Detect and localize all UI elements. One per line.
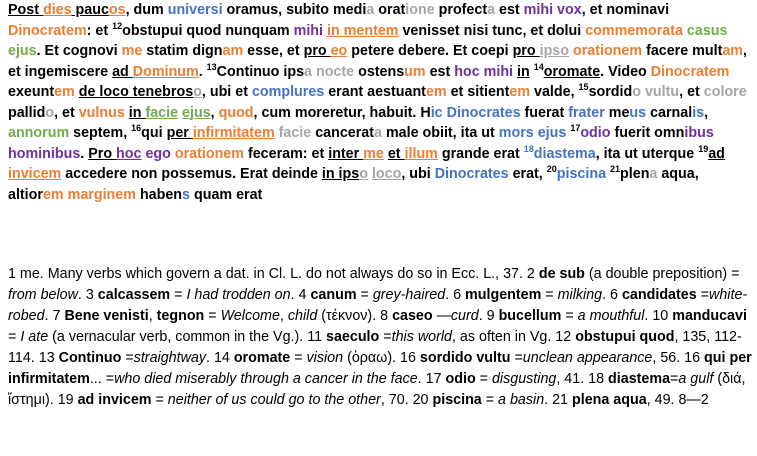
footnote-marker: 18: [523, 143, 534, 154]
text-segment: statim dign: [142, 43, 223, 59]
text-segment: , dum: [125, 2, 168, 18]
text-segment: em: [42, 186, 64, 203]
text-segment: us: [629, 104, 647, 121]
text-segment: hoc: [454, 63, 480, 80]
text-segment: ipso: [539, 43, 569, 59]
footnote-marker: 15: [578, 82, 589, 93]
text-segment: em: [509, 84, 531, 100]
text-segment: accedere non possemus. Erat deinde: [61, 166, 322, 182]
note-text: =: [475, 371, 492, 387]
note-term: caseo: [392, 308, 433, 324]
note-text: . 3: [77, 287, 98, 303]
text-segment: Continuo ips: [216, 63, 305, 80]
text-segment: ejus: [537, 125, 567, 141]
note-text: . 14: [206, 350, 234, 366]
footnote-marker: 17: [570, 123, 581, 134]
note-translation: Welcome: [220, 308, 280, 324]
note-term: Bene venisti: [64, 308, 149, 324]
text-segment: me: [363, 145, 384, 162]
note-text: , 41. 18: [556, 371, 609, 387]
text-segment: me: [121, 43, 143, 59]
text-segment: o: [45, 104, 55, 121]
note-translation: this world: [391, 329, 452, 345]
note-translation: child: [287, 308, 318, 324]
note-text: =: [121, 350, 134, 366]
note-term: candidates: [621, 287, 697, 303]
text-segment: haben: [135, 186, 183, 203]
latin-passage: [8, 0, 753, 205]
text-segment: ic: [430, 104, 443, 121]
text-segment: a: [487, 2, 496, 18]
text-segment: vultu: [644, 84, 680, 100]
note-text: . 4: [290, 287, 311, 303]
text-segment: facie: [278, 125, 312, 141]
text-segment: em: [425, 84, 447, 100]
text-segment: , cum moreretur, habuit. H: [253, 104, 431, 121]
note-text: 1 me. Many verbs which govern a dat. in Cl. L. do not always do so in Ecc. L., 37. 2: [8, 266, 539, 282]
text-segment: , et ingemiscere: [8, 43, 748, 80]
note-text: =: [481, 392, 499, 408]
text-segment: erat,: [508, 166, 547, 182]
note-term: odio: [445, 371, 476, 387]
text-segment: piscina: [556, 166, 607, 182]
text-segment: a: [366, 2, 375, 18]
text-segment: Dinocratem: [8, 22, 87, 39]
text-segment: . Video: [600, 63, 651, 80]
note-text: (ὁραω). 16: [343, 350, 420, 366]
text-segment: o: [359, 166, 368, 182]
text-segment: ione: [405, 2, 435, 18]
note-translation: white-robed: [8, 287, 748, 324]
note-term: oromate: [233, 350, 291, 366]
text-segment: o: [193, 84, 202, 100]
note-translation: from below: [8, 287, 78, 303]
text-segment: , ita ut uterque: [595, 145, 699, 162]
note-text: (διά, ἵστημι). 19: [8, 371, 746, 408]
text-segment: Dinocratem: [650, 63, 730, 80]
note-term: ad invicem: [77, 392, 152, 408]
text-segment: pro: [512, 43, 540, 59]
text-segment: diastema: [533, 145, 596, 162]
text-segment: , ubi et: [201, 84, 252, 100]
text-segment: is: [692, 104, 705, 121]
note-translation: vision: [306, 350, 344, 366]
note-text: =: [8, 329, 21, 345]
text-segment: orationem: [174, 145, 244, 162]
text-segment: oramus, subito medi: [222, 2, 367, 18]
text-segment: .: [80, 145, 89, 162]
note-text: =: [561, 308, 578, 324]
note-text: ... =: [89, 371, 115, 387]
note-term: piscina: [432, 392, 482, 408]
text-segment: in ips: [321, 166, 360, 182]
note-translation: milking: [557, 287, 603, 303]
footnote-marker: 14: [533, 61, 544, 72]
text-segment: vulnus: [78, 104, 125, 121]
text-segment: ,: [704, 104, 709, 121]
text-segment: facie: [145, 104, 179, 121]
text-segment: Dominum: [132, 63, 199, 80]
text-segment: feceram: et: [243, 145, 329, 162]
text-segment: , ubi: [401, 166, 435, 182]
text-segment: Dinocrates: [434, 166, 509, 182]
text-segment: profect: [434, 2, 488, 18]
note-term: mulgentem: [465, 287, 542, 303]
note-text: . 6: [445, 287, 466, 303]
note-translation: who died miserably through a cancer in the face: [114, 371, 418, 387]
text-segment: obstupui quod nunquam: [122, 22, 294, 39]
text-segment: quod: [218, 104, 254, 121]
note-term: tegnon: [156, 308, 205, 324]
note-term: manducavi: [672, 308, 747, 324]
note-translation: a basin: [498, 392, 545, 408]
text-segment: invicem: [8, 166, 62, 182]
note-term: obstupui quod: [575, 329, 675, 345]
text-segment: marginem: [67, 186, 136, 203]
text-segment: orat: [374, 2, 406, 18]
note-text: =: [541, 287, 558, 303]
text-segment: ,: [210, 104, 219, 121]
footnote-marker: 13: [206, 61, 217, 72]
note-text: . 7: [44, 308, 65, 324]
note-term: canum: [310, 287, 357, 303]
text-segment: os: [108, 2, 126, 18]
text-segment: dies: [42, 2, 72, 18]
text-segment: septem,: [69, 125, 132, 141]
text-segment: mors: [498, 125, 534, 141]
note-text: =: [290, 350, 307, 366]
note-text: =: [151, 392, 168, 408]
note-text: (τέκνον). 8: [317, 308, 393, 324]
text-segment: colore: [703, 84, 747, 100]
text-segment: o: [632, 84, 641, 100]
text-segment: um: [404, 63, 426, 80]
note-translation: unclean appearance: [522, 350, 653, 366]
text-segment: et sitient: [446, 84, 510, 100]
text-segment: pallid: [8, 104, 46, 121]
text-segment: aqua, altior: [8, 166, 699, 203]
note-text: =: [670, 371, 679, 387]
text-segment: illum: [404, 145, 438, 162]
text-segment: : et: [86, 22, 113, 39]
note-term: qui per infirmitatem: [8, 350, 752, 387]
text-segment: . Et cognovi: [36, 43, 122, 59]
text-segment: complures: [251, 84, 325, 100]
text-segment: hominibus: [8, 145, 81, 162]
text-segment: a: [374, 125, 382, 141]
text-segment: pauc: [71, 2, 109, 18]
footnote-marker: 21: [610, 164, 621, 175]
note-text: ,: [148, 308, 157, 324]
text-segment: ego: [145, 145, 171, 162]
text-segment: mihi: [523, 2, 554, 18]
text-segment: in: [517, 63, 530, 80]
note-term: de sub: [538, 266, 585, 282]
text-segment: qui: [141, 125, 167, 141]
note-translation: I ate: [20, 329, 49, 345]
note-translation: a gulf: [678, 371, 714, 387]
text-segment: exeunt: [8, 84, 55, 100]
text-segment: frater: [568, 104, 605, 121]
text-segment: in mentem: [327, 22, 399, 39]
note-term: diastema: [608, 371, 671, 387]
note-text: , as often in Vg. 12: [451, 329, 576, 345]
note-translation: grey-haired: [372, 287, 446, 303]
note-term: sordido vultu: [419, 350, 511, 366]
note-term: Continuo: [58, 350, 122, 366]
text-segment: mihi: [483, 63, 514, 80]
text-segment: est: [425, 63, 455, 80]
note-text: =: [204, 308, 221, 324]
footnote-marker: 12: [112, 20, 123, 31]
footnote-marker: 19: [698, 143, 709, 154]
footnote-marker: 16: [131, 123, 142, 134]
text-segment: , et: [679, 84, 704, 100]
footnotes: [8, 264, 753, 411]
text-segment: Dinocrates: [446, 104, 521, 121]
text-segment: male obiit, ita ut: [381, 125, 499, 141]
text-segment: eo: [330, 43, 348, 59]
note-text: , 70. 20: [380, 392, 433, 408]
note-text: . 9: [478, 308, 499, 324]
note-translation: straightway: [133, 350, 206, 366]
note-text: (a vernacular verb, common in the Vg.). 11: [48, 329, 327, 345]
note-text: . 21: [544, 392, 572, 408]
text-segment: inter: [328, 145, 364, 162]
text-segment: facere mult: [642, 43, 723, 59]
text-segment: nocte: [315, 63, 355, 80]
text-segment: est: [495, 2, 524, 18]
note-text: . 17: [417, 371, 446, 387]
text-segment: plen: [620, 166, 650, 182]
note-text: =: [356, 287, 373, 303]
note-text: =: [696, 287, 710, 303]
text-segment: orationem: [572, 43, 643, 59]
text-segment: esse, et: [243, 43, 304, 59]
note-translation: curd: [450, 308, 479, 324]
note-text: , 56. 16: [652, 350, 705, 366]
text-segment: fuerat: [520, 104, 569, 121]
text-segment: Pro: [88, 145, 117, 162]
text-segment: valde,: [530, 84, 579, 100]
note-text: , 135, 112-114. 13: [8, 329, 742, 366]
text-segment: mihi: [293, 22, 324, 39]
text-segment: casus ejus: [8, 22, 728, 59]
text-segment: de loco tenebros: [78, 84, 194, 100]
text-segment: venisset nisi tunc, et dolui: [398, 22, 586, 39]
text-segment: in: [128, 104, 146, 121]
text-segment: annorum: [8, 125, 70, 141]
text-segment: ejus: [182, 104, 211, 121]
text-segment: universi: [167, 2, 223, 18]
text-segment: ad: [112, 63, 133, 80]
text-segment: s: [182, 186, 190, 203]
text-segment: loco: [371, 166, 402, 182]
note-text: =: [510, 350, 523, 366]
text-segment: a: [304, 63, 312, 80]
text-segment: erant aestuant: [324, 84, 426, 100]
note-translation: disgusting: [491, 371, 557, 387]
text-segment: ibus: [684, 125, 714, 141]
text-segment: odio: [580, 125, 611, 141]
note-text: , 49. 8—2: [646, 392, 709, 408]
note-translation: a mouthful: [577, 308, 645, 324]
text-segment: carnal: [646, 104, 693, 121]
note-term: saeculo: [326, 329, 380, 345]
text-segment: fuerit omn: [610, 125, 685, 141]
text-segment: sordid: [588, 84, 633, 100]
text-segment: , et nominavi: [581, 2, 670, 18]
text-segment: a: [649, 166, 658, 182]
note-text: =: [379, 329, 392, 345]
note-text: (a double preposition) =: [584, 266, 740, 282]
note-term: plena aqua: [571, 392, 647, 408]
text-segment: em: [54, 84, 75, 100]
note-text: —: [432, 308, 451, 324]
text-segment: am: [222, 43, 244, 59]
note-translation: I had trodden on: [186, 287, 291, 303]
text-segment: pro: [303, 43, 331, 59]
text-segment: , et: [54, 104, 79, 121]
text-segment: me: [604, 104, 630, 121]
text-segment: petere debere. Et coepi: [347, 43, 513, 59]
text-segment: commemorata: [585, 22, 683, 39]
text-segment: cancerat: [311, 125, 375, 141]
text-segment: et: [387, 145, 405, 162]
note-text: . 6: [602, 287, 622, 303]
text-segment: per: [166, 125, 193, 141]
text-segment: vox: [557, 2, 582, 18]
text-segment: .: [198, 63, 207, 80]
text-segment: oromate: [543, 63, 601, 80]
text-segment: quam erat: [190, 186, 263, 203]
text-segment: ad: [708, 145, 725, 162]
note-text: ,: [279, 308, 288, 324]
note-term: calcassem: [97, 287, 171, 303]
text-segment: infirmitatem: [192, 125, 275, 141]
note-text: =: [170, 287, 187, 303]
text-segment: grande erat: [437, 145, 524, 162]
note-text: . 10: [644, 308, 673, 324]
note-translation: neither of us could go to the other: [167, 392, 381, 408]
text-segment: ostens: [354, 63, 405, 80]
text-segment: am: [722, 43, 744, 59]
footnote-marker: 20: [546, 164, 557, 175]
note-term: bucellum: [498, 308, 562, 324]
text-segment: Post: [8, 2, 43, 18]
text-segment: hoc: [116, 145, 142, 162]
